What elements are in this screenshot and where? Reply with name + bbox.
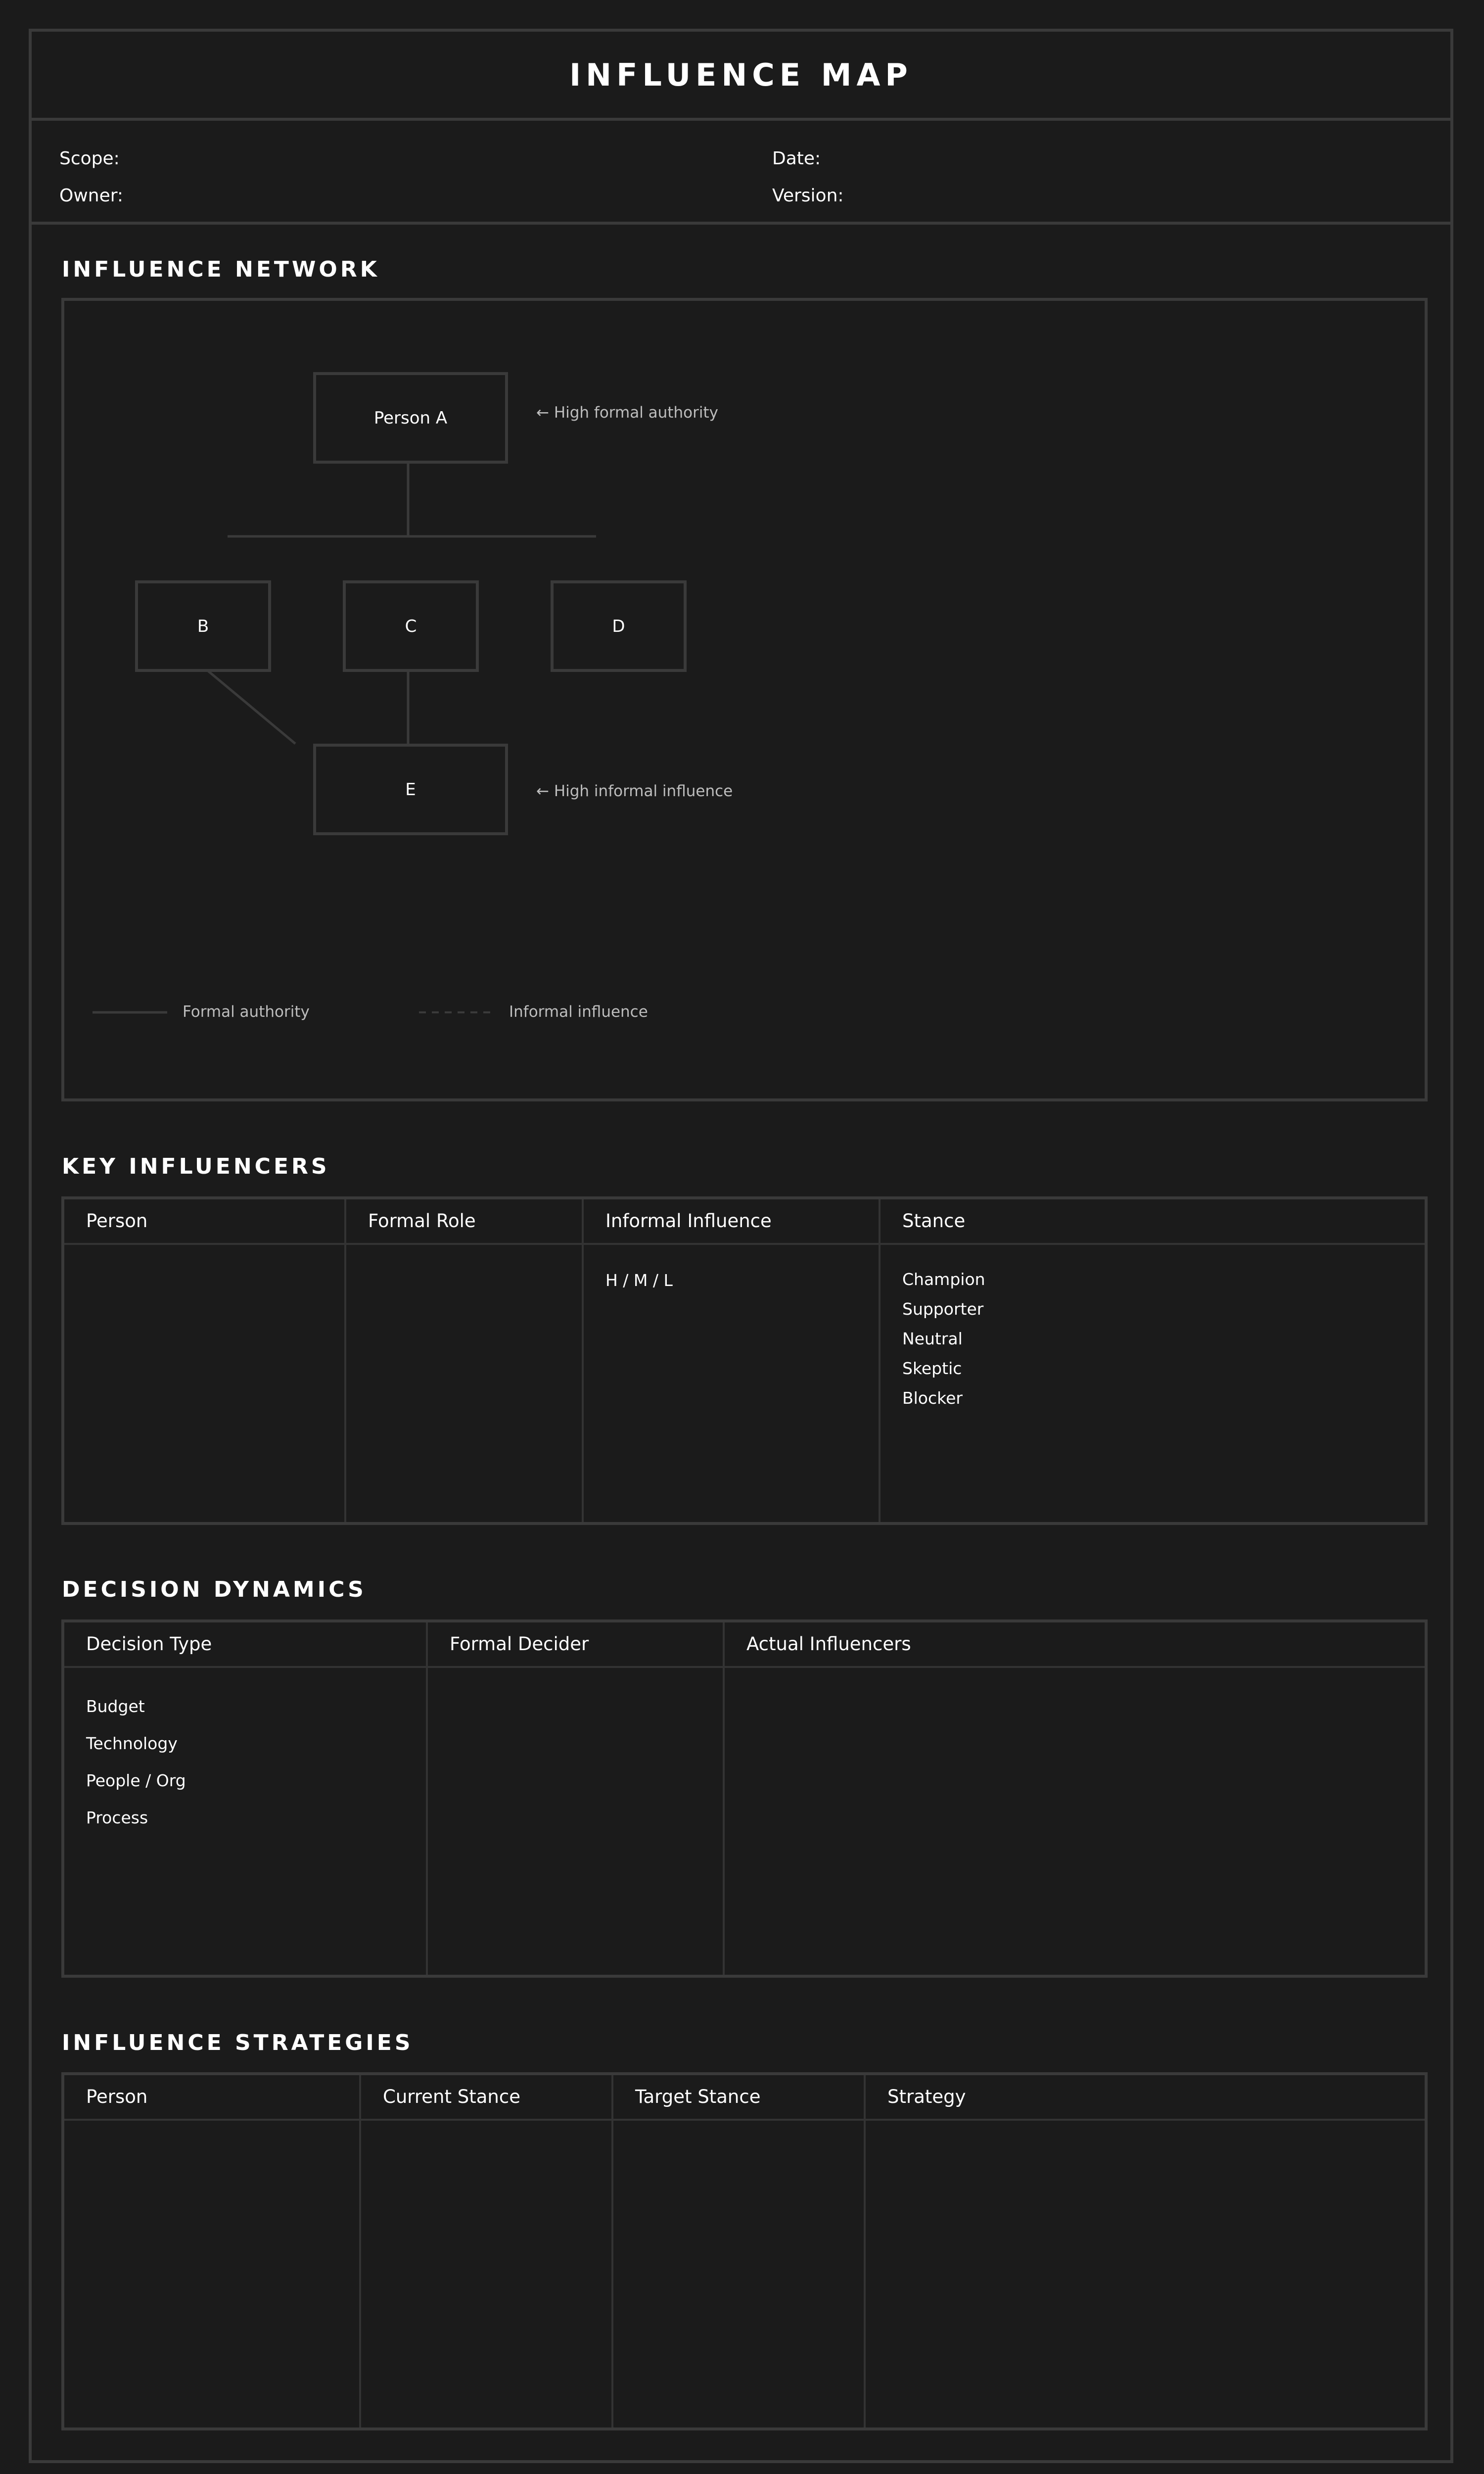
table-header [64, 1622, 1425, 1668]
column-header-target-stance: Target Stance [635, 2086, 761, 2107]
owner-label: Owner: [59, 186, 124, 206]
version-label: Version: [772, 186, 844, 206]
column-divider [723, 1622, 725, 1975]
annotation-formal-authority: ← High formal authority [536, 404, 718, 422]
network-heading: INFLUENCE NETWORK [62, 257, 380, 282]
column-header-person: Person [86, 1210, 148, 1232]
legend-formal-label: Formal authority [183, 1003, 310, 1021]
stance-option: Champion [902, 1270, 985, 1289]
column-divider [611, 2075, 613, 2427]
column-divider [426, 1622, 428, 1975]
connector-b-e [206, 669, 295, 744]
scope-label: Scope: [59, 148, 120, 169]
node-person-a: Person A [313, 372, 508, 464]
decision-type-list [86, 1688, 186, 1836]
column-divider [359, 2075, 361, 2427]
column-header-formal-decider: Formal Decider [450, 1633, 589, 1655]
column-divider [344, 1199, 346, 1522]
network-connectors [64, 301, 1425, 1098]
table-header [64, 1199, 1425, 1245]
decision-dynamics-heading: DECISION DYNAMICS [62, 1577, 367, 1602]
date-label: Date: [772, 148, 821, 169]
node-e: E [313, 744, 508, 835]
column-divider [879, 1199, 881, 1522]
column-header-current-stance: Current Stance [383, 2086, 520, 2107]
stance-options [902, 1265, 985, 1413]
influence-scale: H / M / L [605, 1271, 673, 1290]
column-header-actual-influencers: Actual Influencers [746, 1633, 911, 1655]
node-b: B [135, 580, 271, 672]
column-header-decision-type: Decision Type [86, 1633, 212, 1655]
strategies-table [61, 2072, 1428, 2430]
column-divider [582, 1199, 584, 1522]
node-d: D [551, 580, 687, 672]
column-header-strategy: Strategy [887, 2086, 966, 2107]
column-header-informal-influence: Informal Influence [605, 1210, 772, 1232]
decision-type-item: Technology [86, 1734, 178, 1753]
column-header-person: Person [86, 2086, 148, 2107]
table-header [64, 2075, 1425, 2121]
strategies-heading: INFLUENCE STRATEGIES [62, 2030, 414, 2055]
decision-type-item: People / Org [86, 1771, 186, 1790]
key-influencers-table [61, 1196, 1428, 1525]
annotation-informal-influence: ← High informal influence [536, 782, 733, 800]
stance-option: Supporter [902, 1299, 984, 1319]
legend-informal-label: Informal influence [509, 1003, 648, 1021]
column-divider [864, 2075, 866, 2427]
column-header-formal-role: Formal Role [368, 1210, 476, 1232]
node-c: C [343, 580, 479, 672]
title-bar [32, 32, 1450, 121]
network-diagram [61, 298, 1428, 1101]
column-header-stance: Stance [902, 1210, 966, 1232]
decision-dynamics-table [61, 1619, 1428, 1978]
influence-map-sheet [29, 29, 1453, 2463]
stance-option: Skeptic [902, 1359, 962, 1378]
page-title: INFLUENCE MAP [569, 56, 913, 93]
stance-option: Blocker [902, 1388, 963, 1408]
decision-type-item: Budget [86, 1697, 145, 1716]
key-influencers-heading: KEY INFLUENCERS [62, 1154, 330, 1179]
stance-option: Neutral [902, 1329, 963, 1348]
meta-fields [32, 121, 1450, 225]
decision-type-item: Process [86, 1808, 148, 1827]
